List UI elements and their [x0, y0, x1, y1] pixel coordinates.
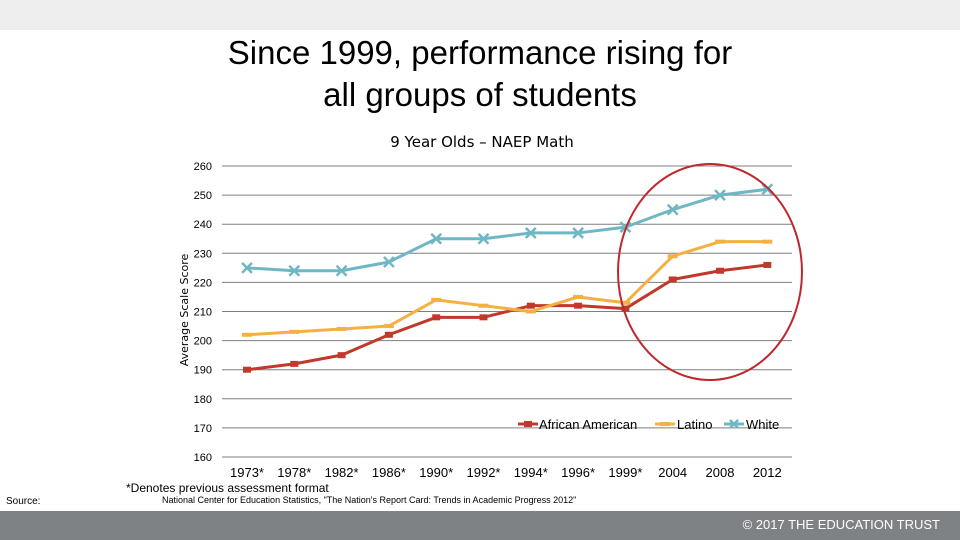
x-tick-label: 1973*: [230, 465, 264, 480]
data-point: [337, 327, 347, 331]
data-point: [526, 310, 536, 314]
y-tick-label: 230: [193, 248, 212, 261]
y-tick-label: 260: [193, 161, 212, 173]
data-point: [573, 295, 583, 299]
data-point: [290, 361, 298, 367]
data-point: [431, 298, 441, 302]
slide-title-line-2: all groups of students: [323, 76, 637, 113]
data-point: [480, 314, 488, 320]
x-tick-label: 2008: [705, 465, 735, 480]
x-tick-label: 1986*: [371, 465, 406, 480]
y-tick-label: 190: [193, 364, 212, 377]
y-tick-label: 240: [193, 219, 212, 232]
x-tick-label: 1990*: [419, 465, 454, 480]
series-line: [247, 265, 767, 370]
data-point: [338, 352, 346, 358]
data-point: [669, 276, 677, 282]
x-tick-label: 1992*: [466, 465, 501, 480]
x-tick-label: 2004: [658, 465, 688, 480]
x-tick-label: 1982*: [324, 465, 359, 480]
series-line: [247, 242, 767, 335]
x-tick-label: 2012: [752, 465, 782, 480]
legend-label: White: [746, 417, 780, 432]
y-tick-label: 170: [193, 422, 212, 435]
data-point: [289, 330, 299, 334]
legend-label: African American: [539, 417, 638, 432]
data-point: [715, 240, 725, 244]
series-line: [247, 189, 767, 270]
x-tick-label: 1999*: [608, 465, 643, 480]
data-point: [762, 240, 772, 244]
y-tick-label: 200: [193, 335, 212, 348]
source-label: Source:: [6, 496, 41, 507]
y-tick-label: 160: [193, 452, 212, 464]
copyright-text: © 2017 THE EDUCATION TRUST: [742, 517, 940, 532]
legend-marker: [660, 422, 670, 426]
chart-title: 9 Year Olds – NAEP Math: [390, 133, 574, 151]
data-point: [527, 303, 535, 309]
data-point: [716, 268, 724, 274]
slide-title-line-1: Since 1999, performance rising for: [227, 34, 733, 71]
source-citation: National Center for Education Statistics, "The Nation's Report Card: Trends in Academic Progress 2012": [162, 495, 577, 505]
legend-label: Latino: [677, 417, 713, 432]
data-point: [432, 314, 440, 320]
data-point: [243, 367, 251, 373]
data-point: [574, 303, 582, 309]
y-tick-label: 220: [193, 277, 212, 290]
x-tick-label: 1994*: [513, 465, 548, 480]
y-tick-label: 210: [193, 306, 212, 319]
y-tick-label: 250: [193, 190, 212, 203]
legend-marker: [524, 421, 532, 427]
y-axis-label: Average Scale Score: [178, 253, 191, 367]
data-point: [668, 254, 678, 258]
data-point: [242, 333, 252, 337]
data-point: [384, 324, 394, 328]
x-tick-label: 1978*: [277, 465, 312, 480]
y-tick-label: 180: [193, 393, 212, 406]
x-tick-label: 1996*: [561, 465, 596, 480]
data-point: [763, 262, 771, 268]
footnote: *Denotes previous assessment format: [126, 481, 329, 495]
data-point: [385, 332, 393, 338]
data-point: [479, 304, 489, 308]
